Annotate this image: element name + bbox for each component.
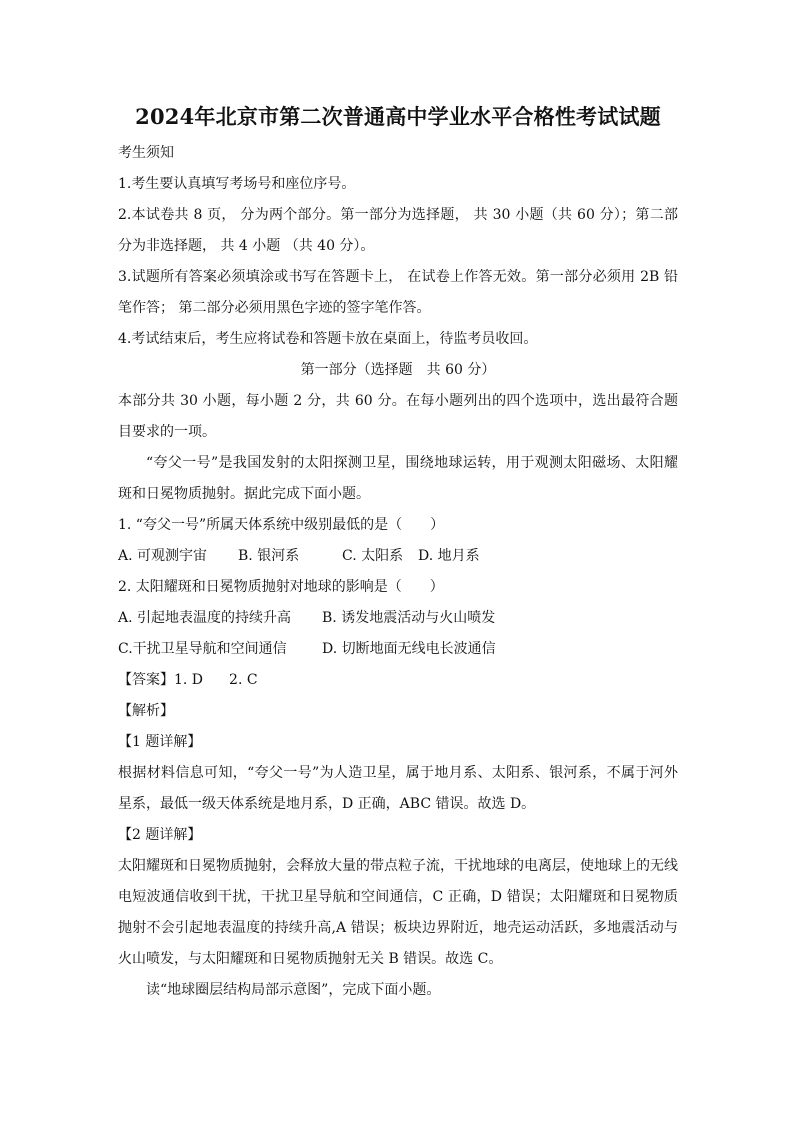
detail-2-label: 【2 题详解】 — [118, 827, 202, 843]
detail-1-label: 【1 题详解】 — [118, 734, 202, 750]
question-2-stem: 2. 太阳耀斑和日冕物质抛射对地球的影响是（ ） — [118, 579, 444, 595]
notice-item-4: 4.考试结束后，考生应将试卷和答题卡放在桌面上，待监考员收回。 — [118, 331, 538, 347]
answer-1: 1. D — [174, 672, 204, 688]
notice-item-2: 2.本试卷共 8 页， 分为两个部分。第一部分为选择题， 共 30 小题（共 60 分）；第二部分为非选择题， 共 4 小题 （共 40 分）。 — [118, 207, 678, 254]
q2-option-a: A. 引起地表温度的持续升高 — [118, 610, 292, 626]
question-2-options-row-2 — [118, 634, 678, 665]
q1-option-d: D. 地月系 — [418, 548, 480, 564]
question-2-options-row-1 — [118, 603, 678, 634]
detail-1-text: 根据材料信息可知，“夸父一号”为人造卫星，属于地月系、太阳系、银河系，不属于河外星系，最低一级天体系统是地月系，D 正确，ABC 错误。故选 D。 — [118, 765, 678, 812]
q2-option-d: D. 切断地面无线电长波通信 — [322, 641, 496, 657]
question-1-options — [118, 541, 678, 572]
notice-item-1: 1.考生要认真填写考场号和座位序号。 — [118, 176, 356, 192]
q1-option-a: A. 可观测宇宙 — [118, 548, 208, 564]
material-1: “夸父一号”是我国发射的太阳探测卫星，围绕地球运转，用于观测太阳磁场、太阳耀斑和日冕物质抛射。据此完成下面小题。 — [118, 455, 678, 502]
notice-heading: 考生须知 — [118, 145, 174, 161]
question-1-stem: 1. “夸父一号”所属天体系统中级别最低的是（ ） — [118, 517, 445, 533]
notice-item-3: 3.试题所有答案必须填涂或书写在答题卡上， 在试卷上作答无效。第一部分必须用 2B 铅笔作答； 第二部分必须用黑色字迹的签字笔作答。 — [118, 269, 678, 316]
q1-option-b: B. 银河系 — [238, 548, 300, 564]
q2-option-b: B. 诱发地震活动与火山喷发 — [322, 610, 496, 626]
material-2: 读“地球圈层结构局部示意图”，完成下面小题。 — [146, 982, 441, 998]
part1-heading: 第一部分（选择题 共 60 分） — [300, 362, 496, 378]
part1-instructions: 本部分共 30 小题，每小题 2 分，共 60 分。在每小题列出的四个选项中，选出最符合题目要求的一项。 — [118, 393, 678, 440]
answer-row — [118, 665, 678, 696]
exam-page — [118, 100, 678, 1006]
q1-option-c: C. 太阳系 — [342, 548, 404, 564]
page-title: 2024年北京市第二次普通高中学业水平合格性考试试题 — [135, 104, 661, 129]
q2-option-c: C.干扰卫星导航和空间通信 — [118, 641, 287, 657]
detail-2-text: 太阳耀斑和日冕物质抛射，会释放大量的带点粒子流，干扰地球的电离层，使地球上的无线电短波通信收到干扰，干扰卫星导航和空间通信，C 正确，D 错误；太阳耀斑和日冕物质抛射不会引起地表温度的持续升高,A 错误；板块边界附近，地壳运动活跃，多地震活动与火山喷发，与太阳耀斑和日冕物质抛射无关 B 错误。故选 C。 — [118, 858, 678, 967]
analysis-label: 【解析】 — [118, 703, 174, 719]
answer-label: 【答案】 — [118, 672, 174, 688]
answer-2: 2. C — [229, 672, 258, 688]
